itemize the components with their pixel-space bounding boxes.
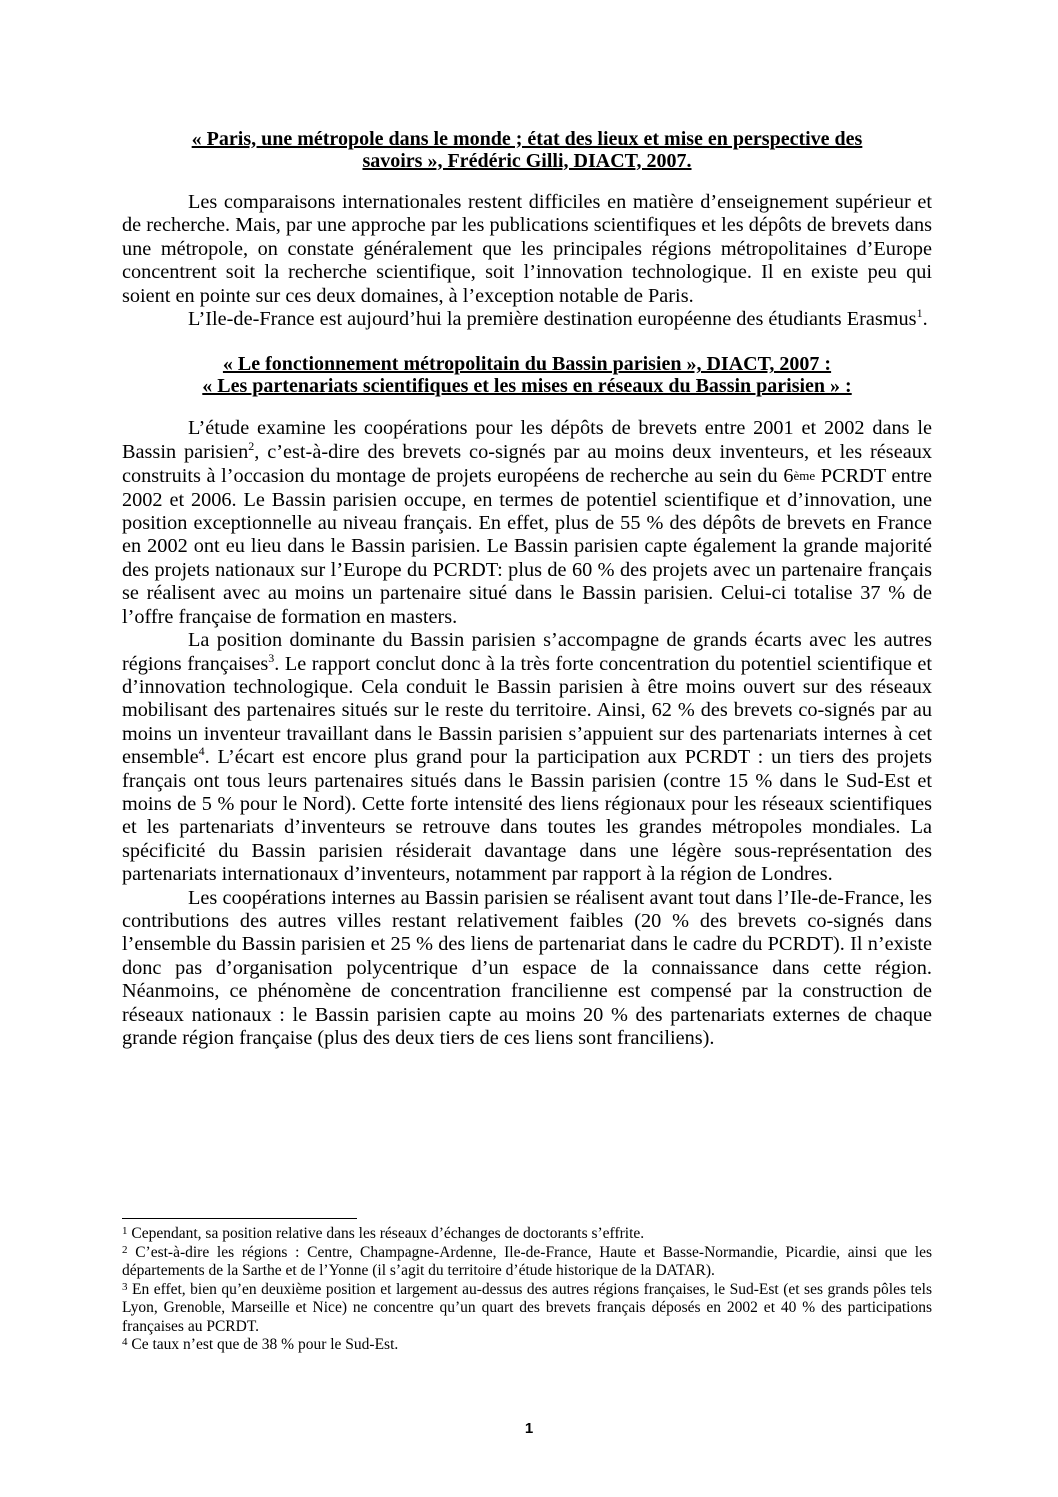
footnote [122,1281,932,1337]
paragraph-text: . L’écart est encore plus grand pour la participation aux PCRDT : un tiers des projets français ont tous leurs partenaires situés dans le Bassin parisien (contre 15 % dans le Sud-Est et moins de 5 % pour le Nord). Cette forte intensité des liens régionaux pour les réseaux scientifiques et les partenariats d’inventeurs se retrouve dans toutes les grandes métropoles mondiales. La spécificité du Bassin parisien résiderait davantage dans une légère sous-représentation des partenariats internationaux d’inventeurs, notamment par rapport à la région de Londres. [122,746,932,886]
footnote-ref: 3 [268,650,275,665]
heading-diact-line2: « Les partenariats scientifiques et les mises en réseaux du Bassin parisien » : [202,374,852,397]
paragraph-text: . [922,308,928,331]
footnote [122,1336,932,1355]
footnote-text: En effet, bien qu’en deuxième position et largement au-dessus des autres régions françaises, le Sud-Est (et ses grands pôles tels Lyon, Grenoble, Marseille et Nice) ne concentre qu’un quart des brevets français déposés en 2002 et 40 % des participations françaises au PCRDT. [122,1280,932,1335]
heading-gilli-line1: « Paris, une métropole dans le monde ; état des lieux et mise en perspective des [191,128,863,150]
paragraph [122,417,932,629]
footnote [122,1225,932,1244]
footnote-number: 4 [122,1336,128,1348]
paragraph [122,629,932,886]
paragraph-text: , c’est-à-dire des brevets co-signés par au moins deux inventeurs, et les réseaux construits à l’occasion du montage de projets européens de recherche au sein du 6 [122,440,932,488]
paragraph-text: PCRDT entre 2002 et 2006. Le Bassin parisien occupe, en termes de potentiel scientifique et d’innovation, une position exceptionnelle au niveau français. En effet, plus de 55 % des dépôts de brevets en France en 2002 ont eu lieu dans le Bassin parisien. Le Bassin parisien capte également la grande majorité des projets nationaux sur l’Europe du PCRDT: plus de 60 % des projets avec un partenaire français se réalisent avec au moins un partenaire situé dans le Bassin parisien. Celui-ci totalise 37 % de l’offre française de formation en masters. [122,465,932,628]
footnote-ref: 1 [916,306,923,321]
paragraph-text: L’Ile-de-France est aujourd’hui la première destination européenne des étudiants Erasmus [188,308,917,331]
paragraph-text: La position dominante du Bassin parisien s’accompagne de grands écarts avec les autres régions françaises [122,629,932,675]
footnotes [122,1218,932,1355]
footnote-number: 1 [122,1225,128,1237]
heading-diact [122,354,932,397]
paragraph: Les coopérations internes au Bassin parisien se réalisent avant tout dans l’Ile-de-France, les contributions des autres villes restant relativement faibles (20 % des brevets co-signés dans l’ensemble du Bassin parisien et 25 % des liens de partenariat dans le cadre du PCRDT). Il n’existe donc pas d’organisation polycentrique d’un espace de la connaissance dans cette région. Néanmoins, ce phénomène de concentration francilienne est compensé par la construction de réseaux nationaux : le Bassin parisien capte au moins 20 % des partenariats externes de chaque grande région française (plus des deux tiers de ces liens sont franciliens). [122,886,932,1049]
footnote-ref: 2 [248,439,255,454]
page-body [122,0,932,1050]
footnote-number: 3 [122,1280,128,1293]
paragraph-text: . Le rapport conclut donc à la très forte concentration du potentiel scientifique et d’innovation technologique. Cela conduit le Bassin parisien à être moins ouvert sur des réseaux mobilisant des partenaires situés sur le reste du territoire. Ainsi, 62 % des brevets co-signés par au moins un inventeur travaillant dans le Bassin parisien s’appuient sur des partenariats internes à cet ensemble [122,652,932,769]
section-diact [122,417,932,1050]
footnote-number: 2 [122,1243,128,1256]
paragraph [122,308,932,331]
section-gilli [122,191,932,331]
footnote-text: Cependant, sa position relative dans les réseaux d’échanges de doctorants s’effrite. [127,1225,645,1242]
footnote [122,1244,932,1281]
heading-diact-line1: « Le fonctionnement métropolitain du Bassin parisien », DIACT, 2007 : [222,353,832,376]
heading-gilli [122,129,932,172]
page-number: 1 [524,1420,534,1437]
ordinal-suffix: ème [793,468,816,484]
heading-gilli-line2: savoirs », Frédéric Gilli, DIACT, 2007. [362,149,692,172]
footnote-text: Ce taux n’est que de 38 % pour le Sud-Est. [127,1336,399,1353]
footnote-separator [122,1218,357,1219]
paragraph: Les comparaisons internationales restent difficiles en matière d’enseignement supérieur et de recherche. Mais, par une approche par les publications scientifiques et les dépôts de brevets dans une métropole, on constate généralement que les principales régions métropolitaines d’Europe concentrent soit la recherche scientifique, soit l’innovation technologique. Il en existe peu qui soient en pointe sur ces deux domaines, à l’exception notable de Paris. [122,191,932,307]
footnote-ref: 4 [198,744,205,759]
footnote-text: C’est-à-dire les régions : Centre, Champagne-Ardenne, Ile-de-France, Haute et Basse-Normandie, Picardie, ainsi que les départements de la Sarthe et de l’Yonne (il s’agit du territoire d’étude historique de la DATAR). [122,1243,932,1279]
paragraph-text: L’étude examine les coopérations pour les dépôts de brevets entre 2001 et 2002 dans le Bassin parisien [122,417,932,463]
